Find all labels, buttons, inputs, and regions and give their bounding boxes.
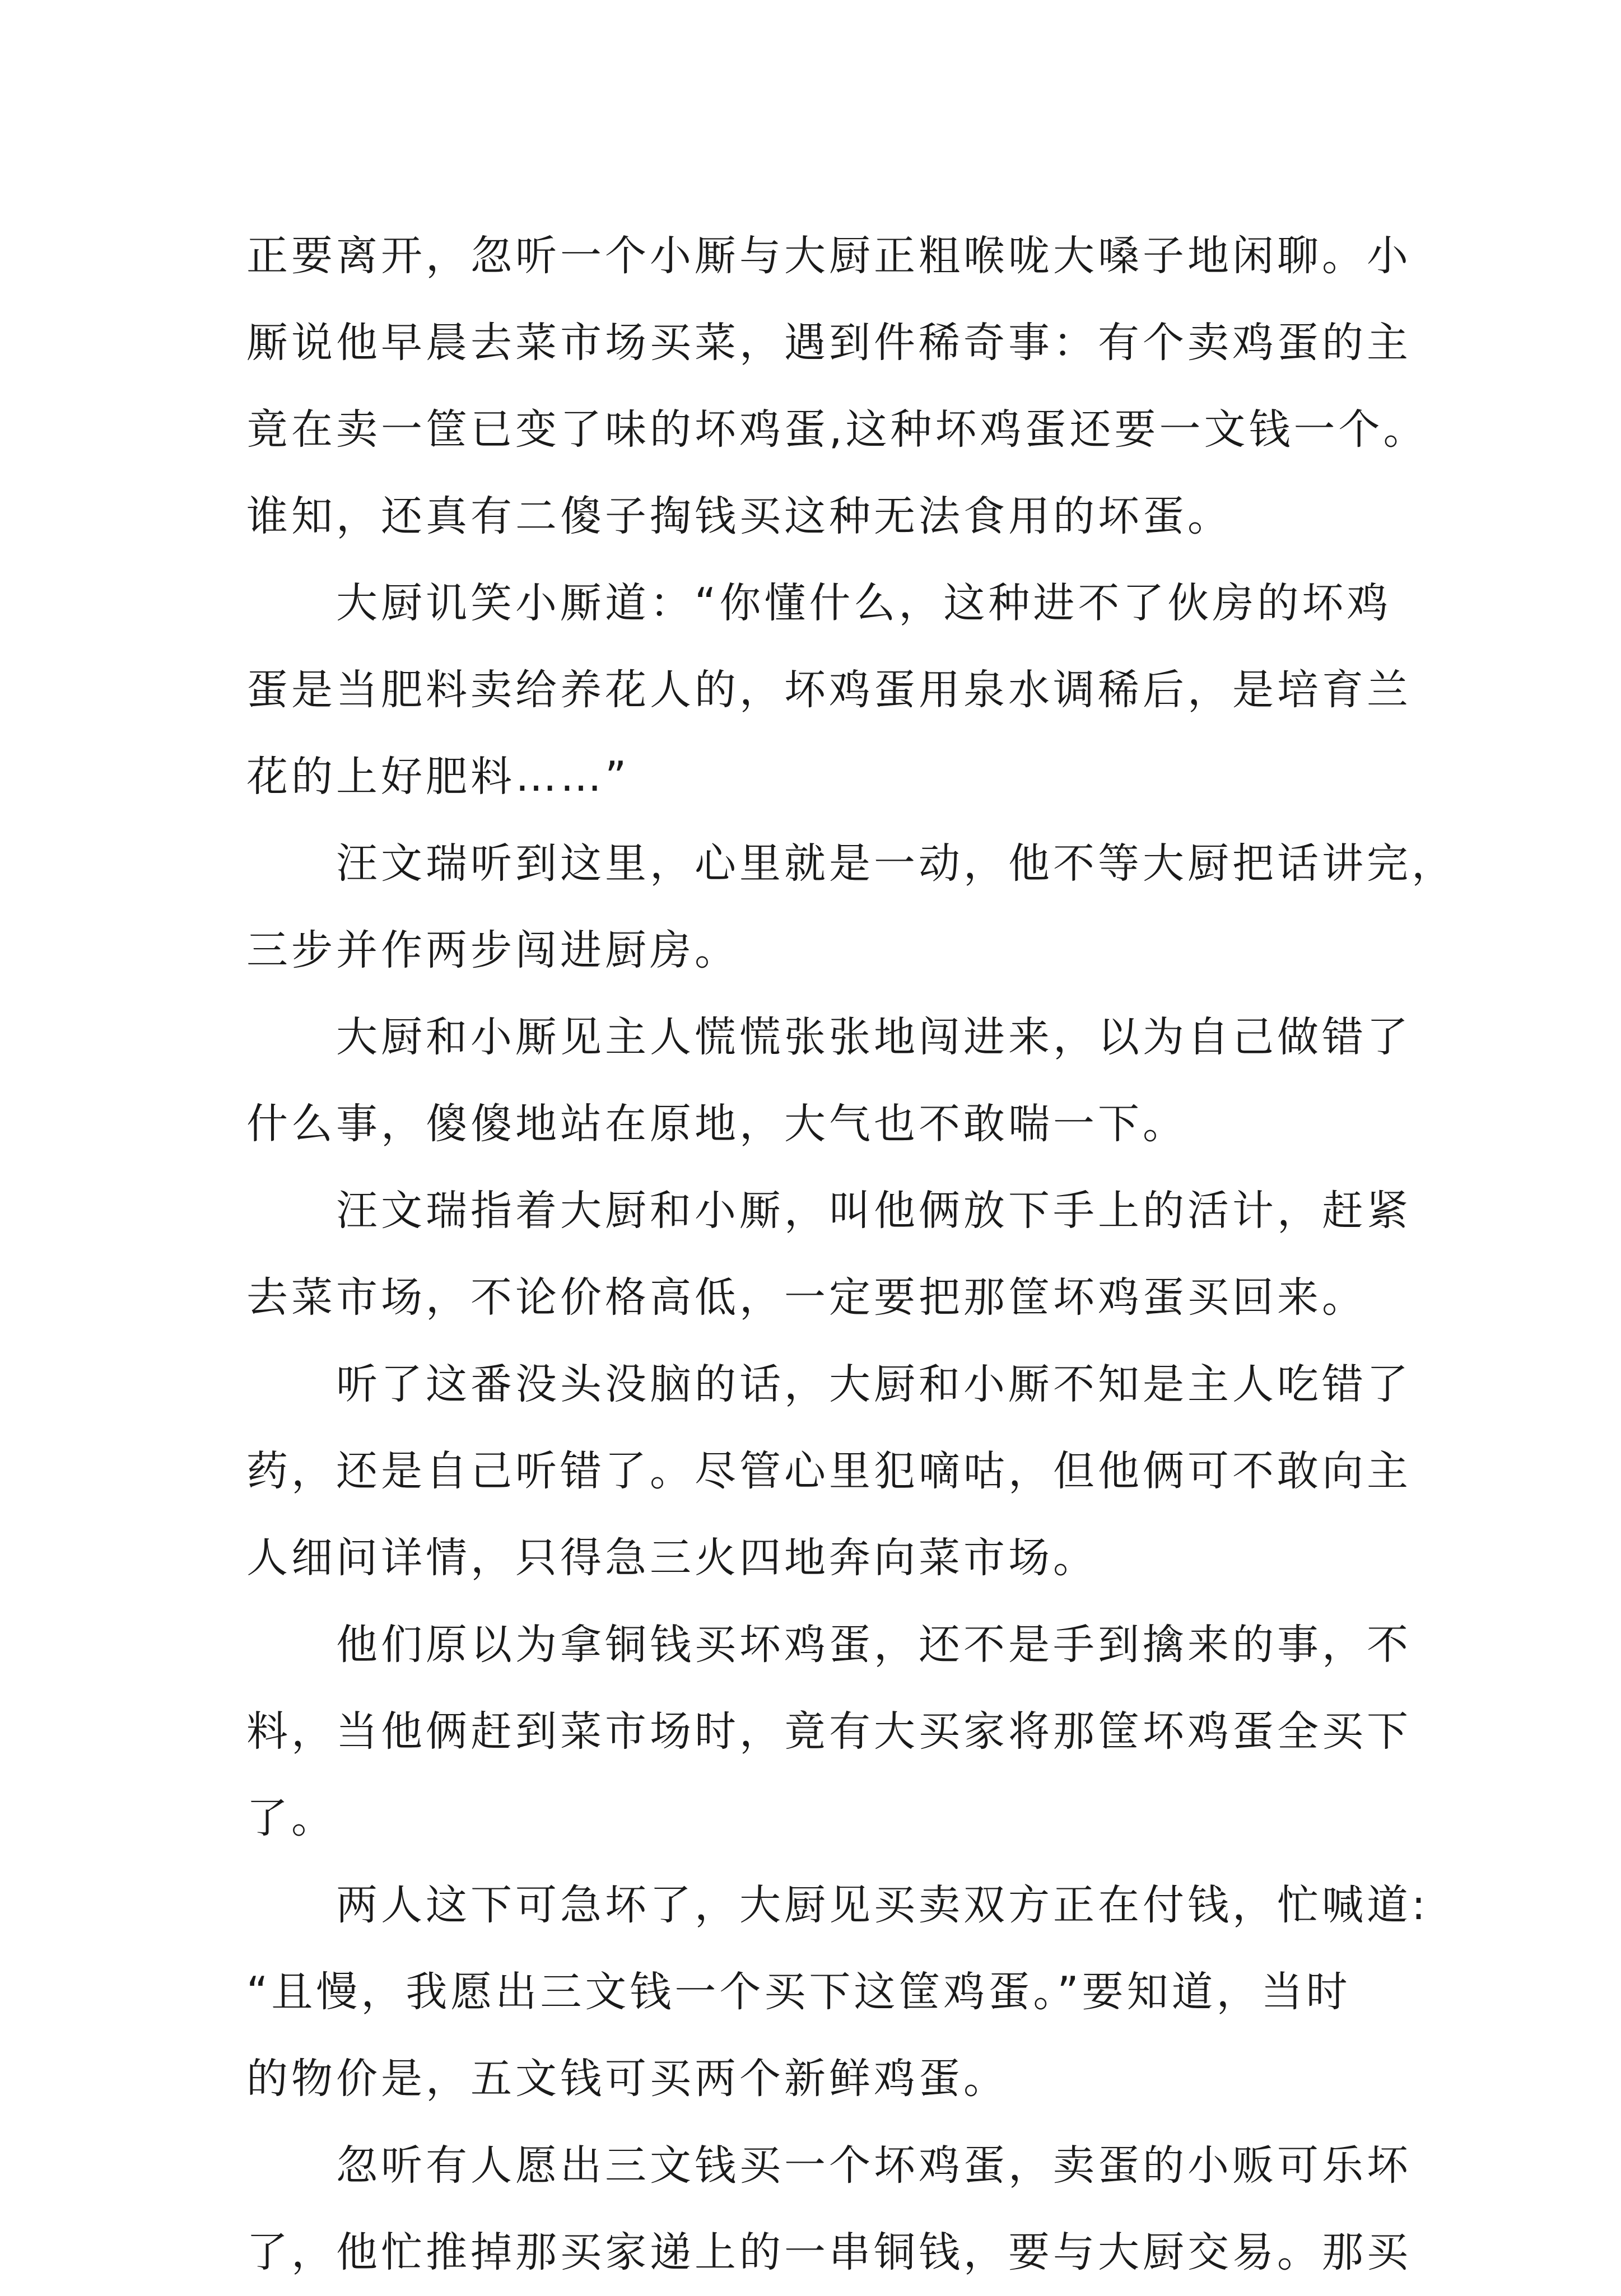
text-line: 了，他忙推掉那买家递上的一串铜钱，要与大厨交易。那买 bbox=[246, 2228, 1412, 2276]
text-line: 了。 bbox=[246, 1794, 336, 1842]
text-line: 大厨和小厮见主人慌慌张张地闯进来，以为自己做错了 bbox=[246, 1013, 1412, 1061]
text-line: 料，当他俩赶到菜市场时，竟有大买家将那筐坏鸡蛋全买下 bbox=[246, 1707, 1412, 1756]
text-line: 什么事，傻傻地站在原地，大气也不敢喘一下。 bbox=[246, 1100, 1187, 1148]
text-line: 汪文瑞指着大厨和小厮，叫他俩放下手上的活计，赶紧 bbox=[246, 1187, 1412, 1235]
text-line: 人细问详情，只得急三火四地奔向菜市场。 bbox=[246, 1534, 1098, 1582]
text-line: 谁知，还真有二傻子掏钱买这种无法食用的坏蛋。 bbox=[246, 492, 1232, 540]
text-line: 汪文瑞听到这里，心里就是一动，他不等大厨把话讲完， bbox=[246, 839, 1456, 888]
text-line: 忽听有人愿出三文钱买一个坏鸡蛋，卖蛋的小贩可乐坏 bbox=[246, 2141, 1412, 2190]
text-line: 三步并作两步闯进厨房。 bbox=[246, 926, 739, 974]
text-line: 花的上好肥料……” bbox=[246, 753, 630, 801]
text-line: 蛋是当肥料卖给养花人的，坏鸡蛋用泉水调稀后，是培育兰 bbox=[246, 666, 1412, 714]
text-line: 去菜市场，不论价格高低，一定要把那筐坏鸡蛋买回来。 bbox=[246, 1273, 1367, 1322]
text-line: 听了这番没头没脑的话，大厨和小厮不知是主人吃错了 bbox=[246, 1360, 1412, 1408]
document-body bbox=[246, 213, 1456, 2296]
text-line: 药，还是自己听错了。尽管心里犯嘀咕，但他俩可不敢向主 bbox=[246, 1447, 1412, 1495]
text-line: 的物价是，五文钱可买两个新鲜鸡蛋。 bbox=[246, 2055, 1008, 2103]
text-line: 两人这下可急坏了，大厨见买卖双方正在付钱，忙喊道: bbox=[246, 1881, 1429, 1929]
text-line: 正要离开，忽听一个小厮与大厨正粗喉咙大嗓子地闲聊。小 bbox=[246, 232, 1412, 280]
text-line: 他们原以为拿铜钱买坏鸡蛋，还不是手到擒来的事，不 bbox=[246, 1621, 1412, 1669]
text-line: 厮说他早晨去菜市场买菜，遇到件稀奇事：有个卖鸡蛋的主 bbox=[246, 319, 1412, 367]
text-line: 竟在卖一筐已变了味的坏鸡蛋,这种坏鸡蛋还要一文钱一个。 bbox=[246, 405, 1428, 454]
text-line: “且慢，我愿出三文钱一个买下这筐鸡蛋。”要知道，当时 bbox=[246, 1968, 1351, 2016]
text-line: 大厨讥笑小厮道：“你懂什么，这种进不了伙房的坏鸡 bbox=[246, 579, 1392, 627]
